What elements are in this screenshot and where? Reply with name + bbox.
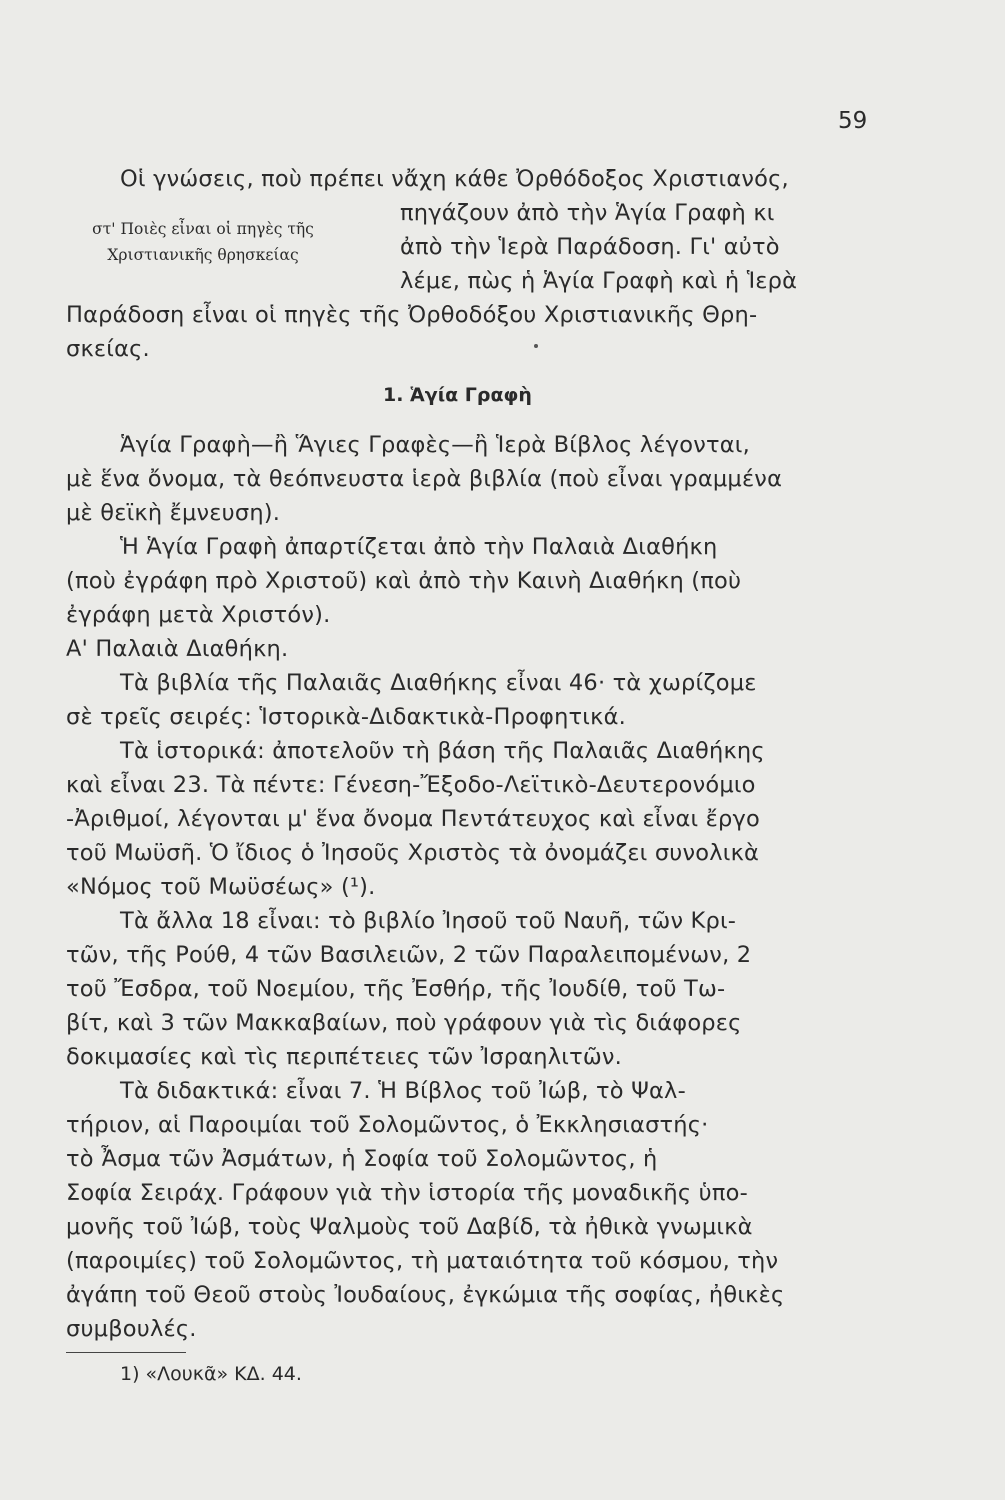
text-line: τῶν, τῆς Ρούθ, 4 τῶν Βασιλειῶν, 2 τῶν Παραλειπομένων, 2 [66, 942, 752, 968]
text-line: καὶ εἶναι 23. Τὰ πέντε: Γένεση-Ἔξοδο-Λεϊτικὸ-Δευτερονόμιο [66, 772, 756, 798]
text-line: τήριον, αἱ Παροιμίαι τοῦ Σολομῶντος, ὁ Ἐκκλησιαστής· [66, 1112, 709, 1138]
text-line: μονῆς τοῦ Ἰώβ, τοὺς Ψαλμοὺς τοῦ Δαβίδ, τὰ ἠθικὰ γνωμικὰ [66, 1214, 753, 1240]
text-line: (ποὺ ἐγράφη πρὸ Χριστοῦ) καὶ ἀπὸ τὴν Καινὴ Διαθήκη (ποὺ [66, 568, 742, 594]
text-line: Παράδοση εἶναι οἱ πηγὲς τῆς Ὀρθοδόξου Χριστιανικῆς Θρη- [66, 302, 758, 328]
section-heading: 1. Ἁγία Γραφὴ [383, 384, 532, 406]
text-line: τοῦ Μωϋσῆ. Ὁ ἴδιος ὁ Ἰησοῦς Χριστὸς τὰ ὀνομάζει συνολικὰ [66, 840, 760, 866]
text-line: βίτ, καὶ 3 τῶν Μακκαβαίων, ποὺ γράφουν γιὰ τὶς διάφορες [66, 1010, 742, 1036]
text-line: -Ἀριθμοί, λέγονται μ' ἕνα ὄνομα Πεντάτευχος καὶ εἶναι ἔργο [66, 806, 761, 832]
text-line: μὲ ἕνα ὄνομα, τὰ θεόπνευστα ἱερὰ βιβλία (ποὺ εἶναι γραμμένα [66, 466, 783, 492]
page-number: 59 [838, 108, 868, 134]
text-line: Τὰ ἱστορικά: ἀποτελοῦν τὴ βάση τῆς Παλαιᾶς Διαθήκης [120, 738, 765, 764]
text-line: Σοφία Σειράχ. Γράφουν γιὰ τὴν ἱστορία τῆς μοναδικῆς ὑπο- [66, 1180, 748, 1206]
text-line: (παροιμίες) τοῦ Σολομῶντος, τὴ ματαιότητα τοῦ κόσμου, τὴν [66, 1248, 779, 1274]
text-line: λέμε, πὼς ἡ Ἁγία Γραφὴ καὶ ἡ Ἱερὰ [400, 268, 798, 294]
text-line: Ἡ Ἁγία Γραφὴ ἀπαρτίζεται ἀπὸ τὴν Παλαιὰ Διαθήκη [120, 534, 718, 560]
text-line: μὲ θεϊκὴ ἔμνευση). [66, 500, 281, 526]
subheading-line: Α' Παλαιὰ Διαθήκη. [66, 636, 289, 662]
text-line: σκείας. [66, 336, 150, 362]
margin-note: στ' Ποιὲς εἶναι οἱ πηγὲς τῆς Χριστιανικῆς θρησκείας [92, 220, 314, 264]
text-line: τὸ Ἆσμα τῶν Ἀσμάτων, ἡ Σοφία τοῦ Σολομῶντος, ἡ [66, 1146, 658, 1172]
text-line: πηγάζουν ἀπὸ τὴν Ἁγία Γραφὴ κι [400, 200, 775, 226]
text-line: Ἁγία Γραφὴ—ἢ Ἅγιες Γραφὲς—ἢ Ἱερὰ Βίβλος λέγονται, [120, 432, 750, 458]
text-line: Οἱ γνώσεις, ποὺ πρέπει νἄχη κάθε Ὀρθόδοξος Χριστιανός, [120, 166, 789, 192]
footnote-rule [66, 1352, 186, 1353]
text-line: «Νόμος τοῦ Μωϋσέως» (¹). [66, 874, 376, 900]
text-line: ἐγράφη μετὰ Χριστόν). [66, 602, 331, 628]
text-line: Τὰ διδακτικά: εἶναι 7. Ἡ Βίβλος τοῦ Ἰώβ, τὸ Ψαλ- [120, 1078, 686, 1104]
text-line: συμβουλές. [66, 1316, 197, 1342]
text-line: Τὰ ἄλλα 18 εἶναι: τὸ βιβλίο Ἰησοῦ τοῦ Ναυῆ, τῶν Κρι- [120, 908, 737, 934]
text-line: δοκιμασίες καὶ τὶς περιπέτειες τῶν Ἰσραηλιτῶν. [66, 1044, 623, 1070]
text-line: τοῦ Ἔσδρα, τοῦ Νοεμίου, τῆς Ἐσθήρ, τῆς Ἰουδίθ, τοῦ Τω- [66, 976, 726, 1002]
text-line: ἀγάπη τοῦ Θεοῦ στοὺς Ἰουδαίους, ἐγκώμια τῆς σοφίας, ἠθικὲς [66, 1282, 785, 1308]
text-line: ἀπὸ τὴν Ἱερὰ Παράδοση. Γι' αὐτὸ [400, 234, 780, 260]
text-line: Τὰ βιβλία τῆς Παλαιᾶς Διαθήκης εἶναι 46· τὰ χωρίζομε [120, 670, 757, 696]
text-line: σὲ τρεῖς σειρές: Ἱστορικὰ-Διδακτικὰ-Προφητικά. [66, 704, 626, 730]
footnote: 1) «Λουκᾶ» ΚΔ. 44. [120, 1363, 302, 1385]
stray-dot [534, 344, 538, 348]
